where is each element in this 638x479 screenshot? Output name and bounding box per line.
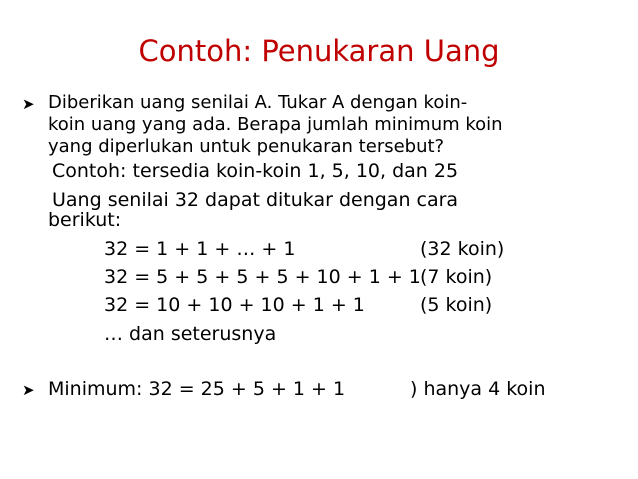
paragraph-line-5: Uang senilai 32 dapat ditukar dengan cara: [52, 189, 459, 211]
example-expression-1: 32 = 1 + 1 + … + 1: [104, 238, 296, 260]
paragraph-line-3: yang diperlukan untuk penukaran tersebut?: [48, 136, 445, 157]
paragraph-line-4: Contoh: tersedia koin-koin 1, 5, 10, dan 25: [52, 160, 459, 182]
example-count-1: (32 koin): [420, 238, 505, 260]
minimum-result: ) hanya 4 koin: [410, 378, 546, 400]
paragraph-line-1: Diberikan uang senilai A. Tukar A dengan koin-: [48, 92, 468, 113]
minimum-expression: Minimum: 32 = 25 + 5 + 1 + 1: [48, 378, 346, 400]
example-count-3: (5 koin): [420, 294, 493, 316]
example-count-2: (7 koin): [420, 266, 493, 288]
etc-line: … dan seterusnya: [104, 323, 277, 345]
arrowhead-bullet-icon: ➤: [22, 95, 35, 113]
example-expression-2: 32 = 5 + 5 + 5 + 5 + 10 + 1 + 1: [104, 266, 421, 288]
paragraph-line-2: koin uang yang ada. Berapa jumlah minimum koin: [48, 114, 503, 135]
arrowhead-bullet-icon: ➤: [22, 381, 35, 399]
slide-title: Contoh: Penukaran Uang: [138, 34, 500, 68]
paragraph-line-6: berikut:: [48, 209, 122, 231]
example-expression-3: 32 = 10 + 10 + 10 + 1 + 1: [104, 294, 365, 316]
